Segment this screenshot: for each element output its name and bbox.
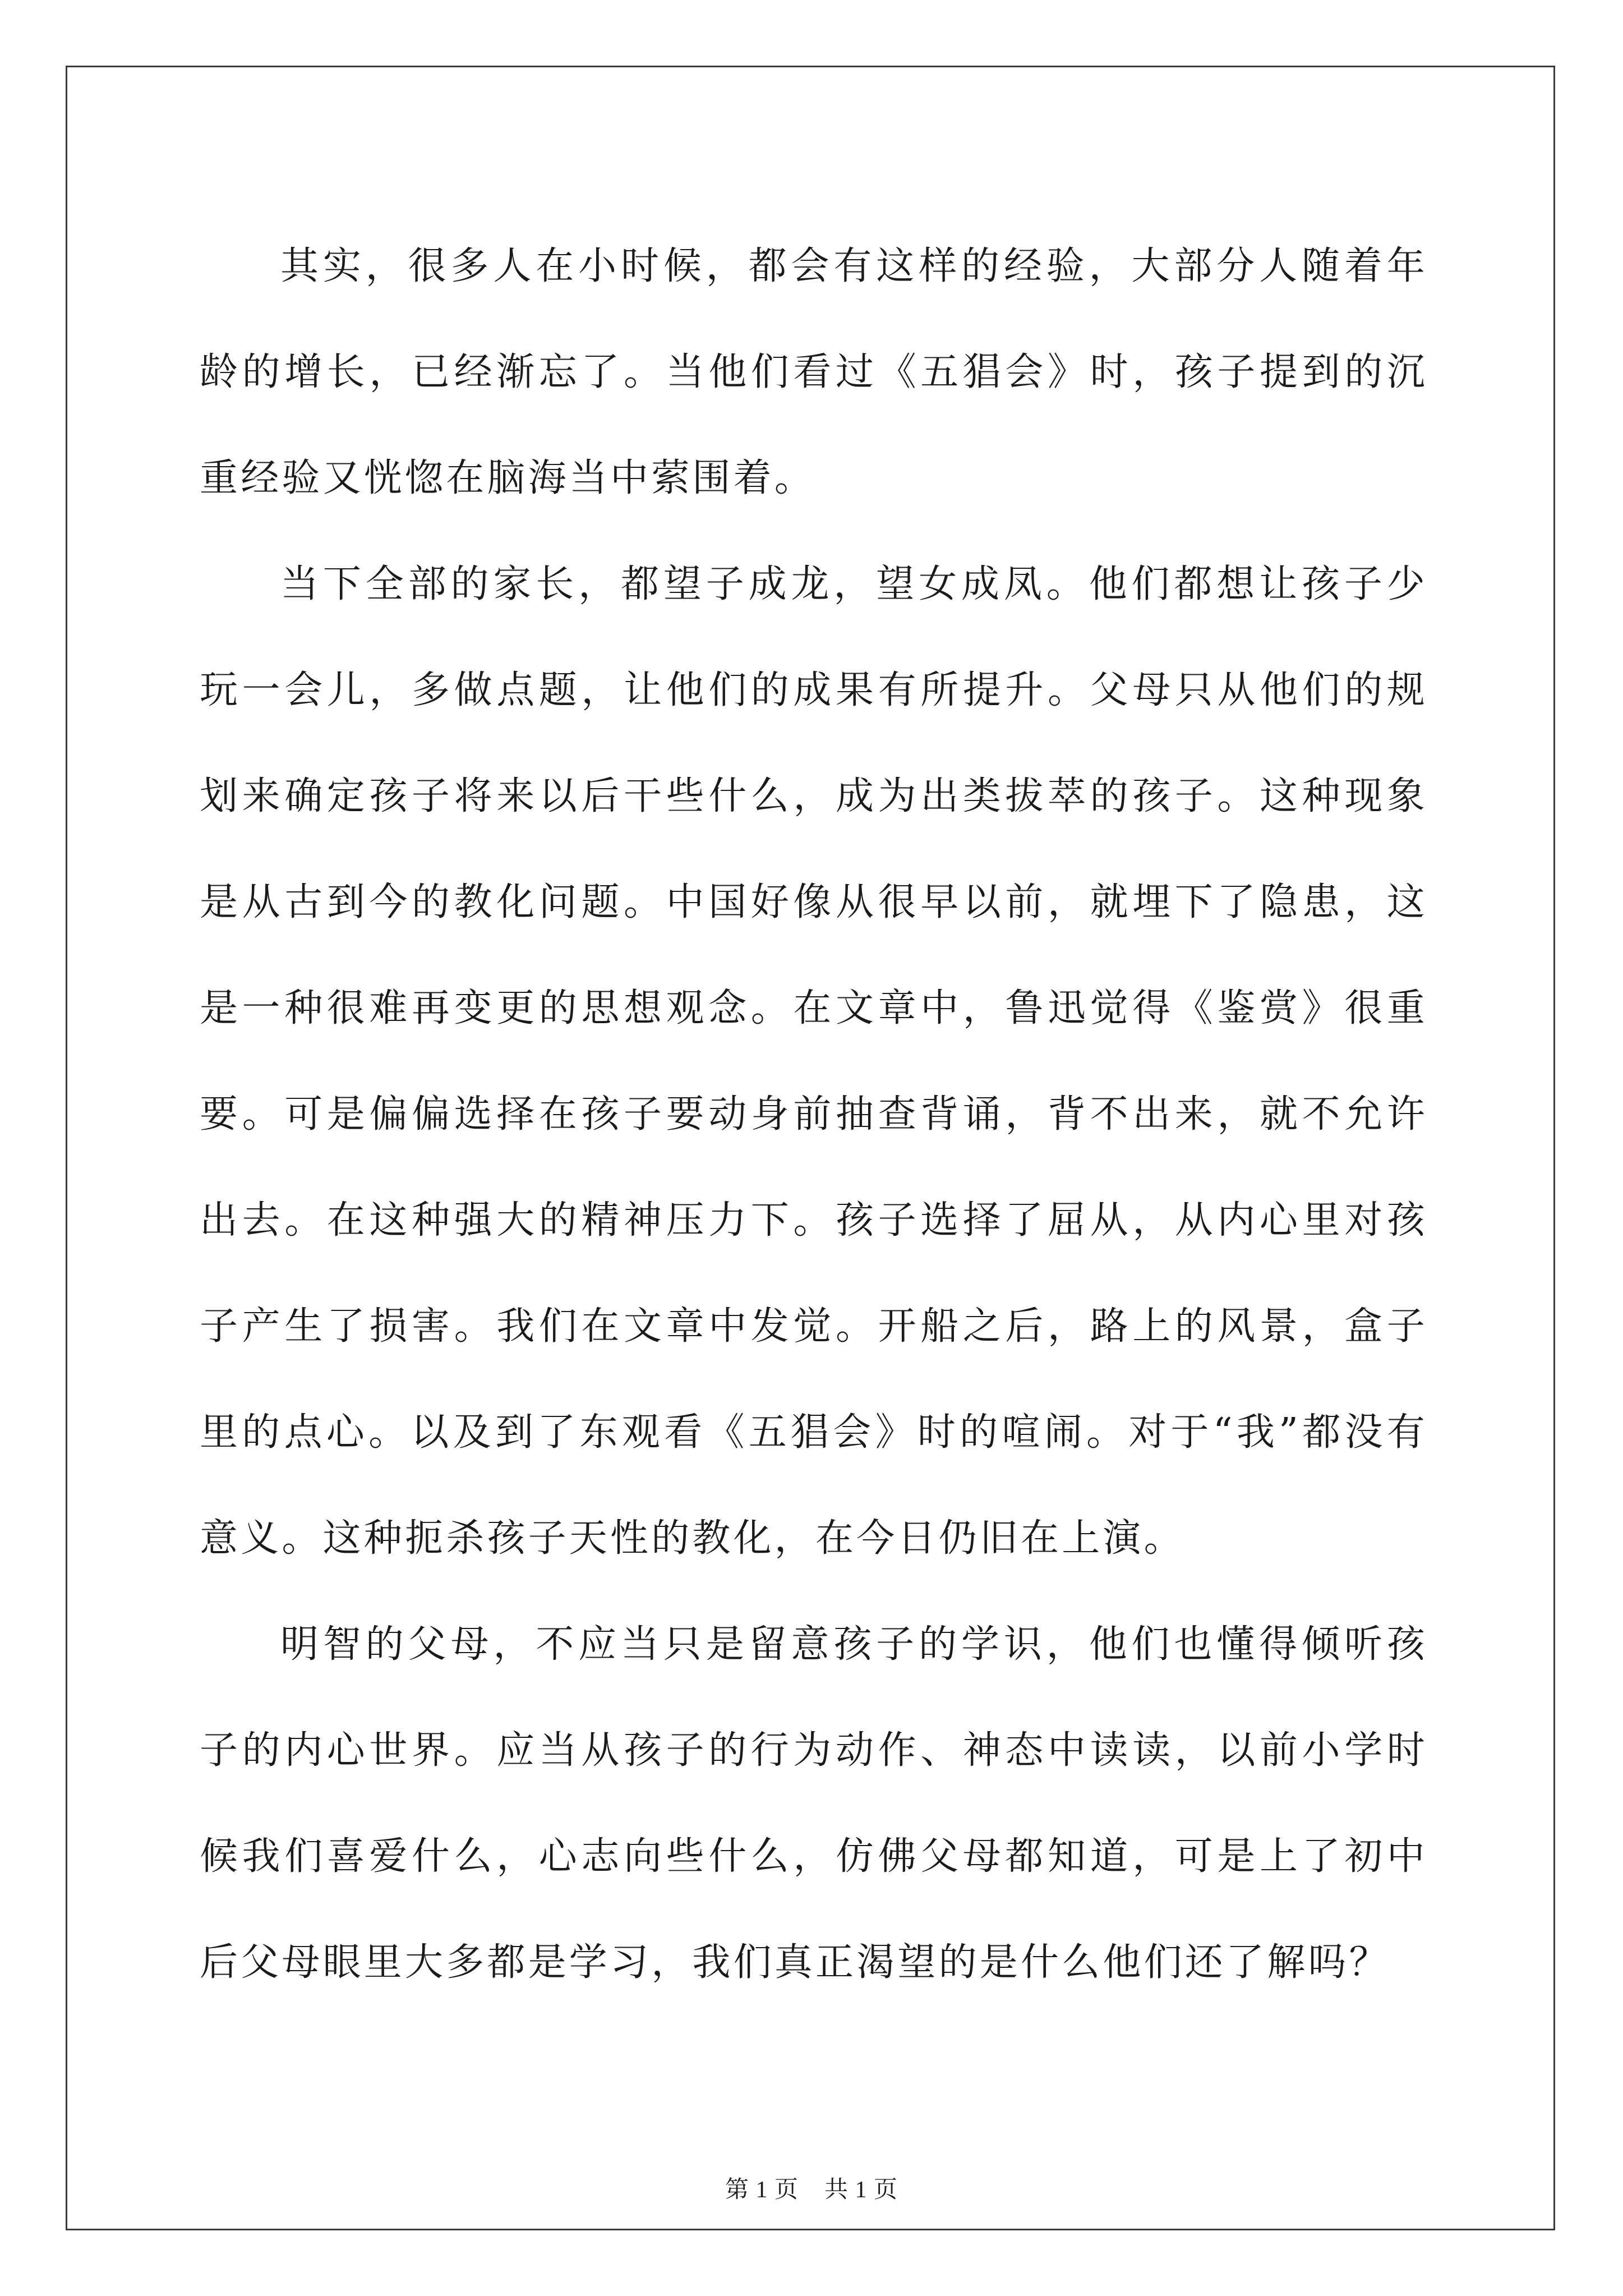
paragraph-2: 当下全部的家长，都望子成龙，望女成凤。他们都想让孩子少玩一会儿，多做点题，让他们的成果有所提升。父母只从他们的规划来确定孩子将来以后干些什么，成为出类拔萃的孩子。这种现象是从古到今的教化问题。中国好像从很早以前，就埋下了隐患，这是一种很难再变更的思想观念。在文章中，鲁迅觉得《鉴赏》很重要。可是偏偏选择在孩子要动身前抽查背诵，背不出来，就不允许出去。在这种强大的精神压力下。孩子选择了屈从，从内心里对孩子产生了损害。我们在文章中发觉。开船之后，路上的风景，盒子里的点心。以及到了东观看《五猖会》时的喧闹。对于“我”都没有意义。这种扼杀孩子天性的教化，在今日仍旧在上演。 xyxy=(200,562,1428,1561)
paragraph-1: 其实，很多人在小时候，都会有这样的经验，大部分人随着年龄的增长，已经渐忘了。当他们看过《五猖会》时，孩子提到的沉重经验又恍惚在脑海当中萦围着。 xyxy=(200,244,1428,500)
document-body xyxy=(200,213,1428,2016)
page-footer xyxy=(0,2171,1623,2205)
page-number: 第 1 页 xyxy=(725,2177,799,2203)
paragraph-3: 明智的父母，不应当只是留意孩子的学识，他们也懂得倾听孩子的内心世界。应当从孩子的行为动作、神态中读读，以前小学时候我们喜爱什么，心志向些什么，仿佛父母都知道，可是上了初中后父母眼里大多都是学习，我们真正渴望的是什么他们还了解吗？ xyxy=(200,1622,1428,1985)
page-total: 共 1 页 xyxy=(824,2177,898,2203)
